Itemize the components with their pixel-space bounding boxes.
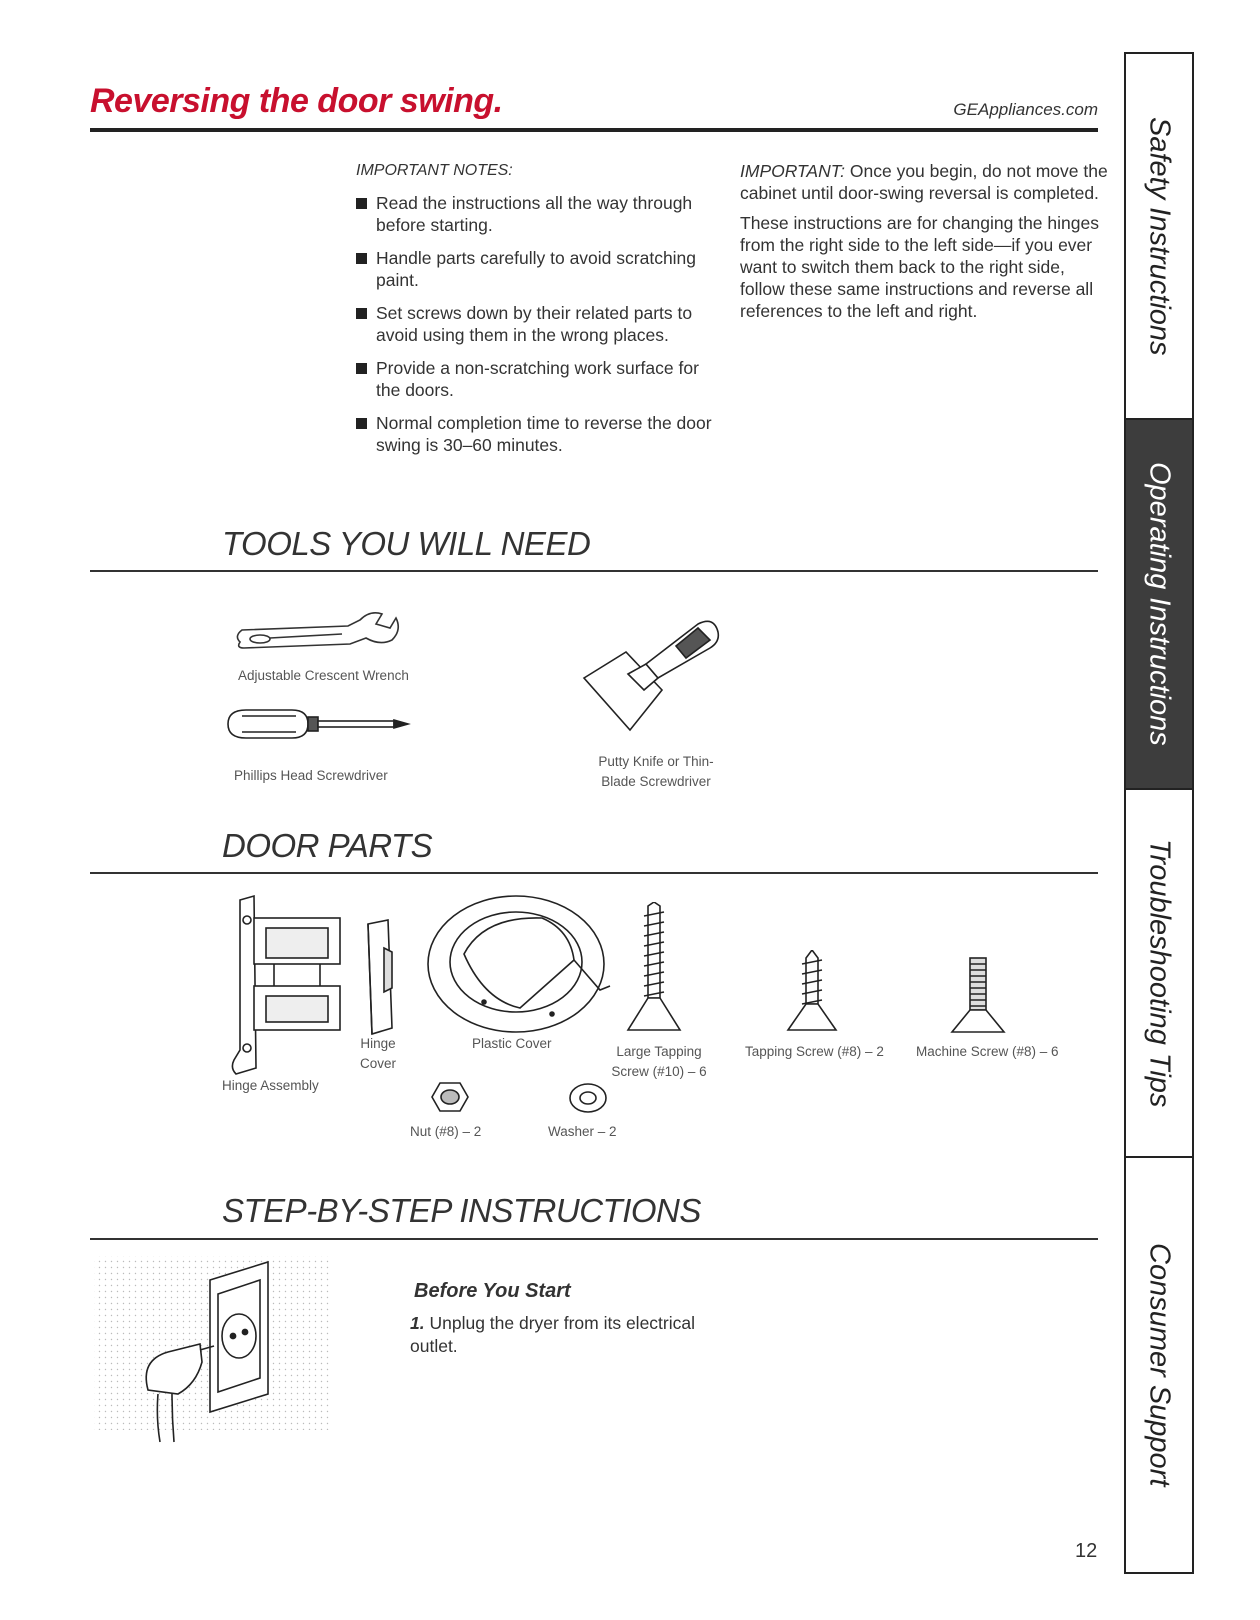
important-paragraph: These instructions are for changing the hinges from the right side to the left side—if you ever want to switch them back to the right side, follow these same instructions and reverse all references to the left and right.: [740, 213, 1099, 321]
tab-troubleshooting-tips[interactable]: [1126, 790, 1192, 1158]
part-caption-hinge-assembly: Hinge Assembly: [222, 1078, 319, 1093]
wrench-icon: [230, 604, 410, 664]
page-number: 12: [1075, 1540, 1098, 1562]
tab-consumer-support[interactable]: [1126, 1158, 1192, 1572]
tool-caption-screwdriver: Phillips Head Screwdriver: [234, 768, 388, 783]
tab-label: Operating Instructions: [1143, 462, 1176, 746]
part-caption-hinge-cover: Hinge Cover: [359, 1036, 396, 1071]
part-caption-washer: Washer – 2: [548, 1124, 617, 1139]
important-label: IMPORTANT:: [740, 161, 845, 181]
note-item: Read the instructions all the way through before starting.: [356, 192, 726, 236]
hinge-assembly-icon: [226, 890, 346, 1080]
part-caption-large-screw: Large Tapping Screw (#10) – 6: [611, 1044, 707, 1079]
machine-screw-icon: [948, 956, 1008, 1036]
steps-heading: STEP-BY-STEP INSTRUCTIONS: [222, 1192, 701, 1229]
step-subheading: Before You Start: [414, 1280, 571, 1302]
tab-safety-instructions[interactable]: [1126, 54, 1192, 420]
part-caption-machine-screw: Machine Screw (#8) – 6: [916, 1044, 1059, 1059]
site-url[interactable]: GEAppliances.com: [953, 100, 1098, 119]
part-caption-plastic-cover: Plastic Cover: [472, 1036, 552, 1051]
page-title: Reversing the door swing.: [90, 82, 503, 120]
putty-knife-icon: [580, 616, 730, 746]
important-text: Once you begin, do not move the cabinet until door-swing reversal is completed.: [740, 161, 1108, 203]
notes-heading: IMPORTANT NOTES:: [356, 162, 513, 179]
tapping-screw-icon: [784, 950, 840, 1036]
part-caption-tapping-screw: Tapping Screw (#8) – 2: [745, 1044, 884, 1059]
tool-caption-putty-knife: Putty Knife or Thin-Blade Screwdriver: [598, 754, 714, 789]
parts-heading: DOOR PARTS: [222, 827, 433, 864]
plastic-cover-icon: [424, 890, 614, 1040]
screwdriver-icon: [222, 704, 412, 744]
note-item: Normal completion time to reverse the door swing is 30–60 minutes.: [356, 412, 726, 456]
tab-operating-instructions[interactable]: [1126, 420, 1192, 790]
steps-rule: [90, 1238, 1098, 1240]
important-box: [740, 160, 1110, 330]
hinge-cover-icon: [362, 918, 398, 1038]
tools-heading: TOOLS YOU WILL NEED: [222, 525, 591, 562]
note-item: Set screws down by their related parts to avoid using them in the wrong places.: [356, 302, 726, 346]
tools-rule: [90, 570, 1098, 572]
part-caption-nut: Nut (#8) – 2: [410, 1124, 482, 1139]
tab-label: Troubleshooting Tips: [1143, 838, 1176, 1108]
parts-rule: [90, 872, 1098, 874]
tab-label: Consumer Support: [1143, 1243, 1176, 1487]
title-rule: [90, 128, 1098, 132]
important-notes: [356, 160, 726, 467]
step-text: Unplug the dryer from its electrical outlet.: [410, 1313, 696, 1356]
large-tapping-screw-icon: [626, 902, 682, 1038]
note-item: Handle parts carefully to avoid scratching paint.: [356, 247, 726, 291]
tool-caption-wrench: Adjustable Crescent Wrench: [238, 668, 409, 683]
step-number: 1.: [410, 1313, 425, 1333]
nut-icon: [430, 1080, 470, 1114]
washer-icon: [568, 1082, 608, 1114]
note-item: Provide a non-scratching work surface for the doors.: [356, 357, 726, 401]
section-sidebar: [1124, 52, 1194, 1574]
unplug-outlet-icon: [92, 1254, 332, 1444]
tab-label: Safety Instructions: [1143, 116, 1176, 356]
step-1: [410, 1312, 740, 1358]
